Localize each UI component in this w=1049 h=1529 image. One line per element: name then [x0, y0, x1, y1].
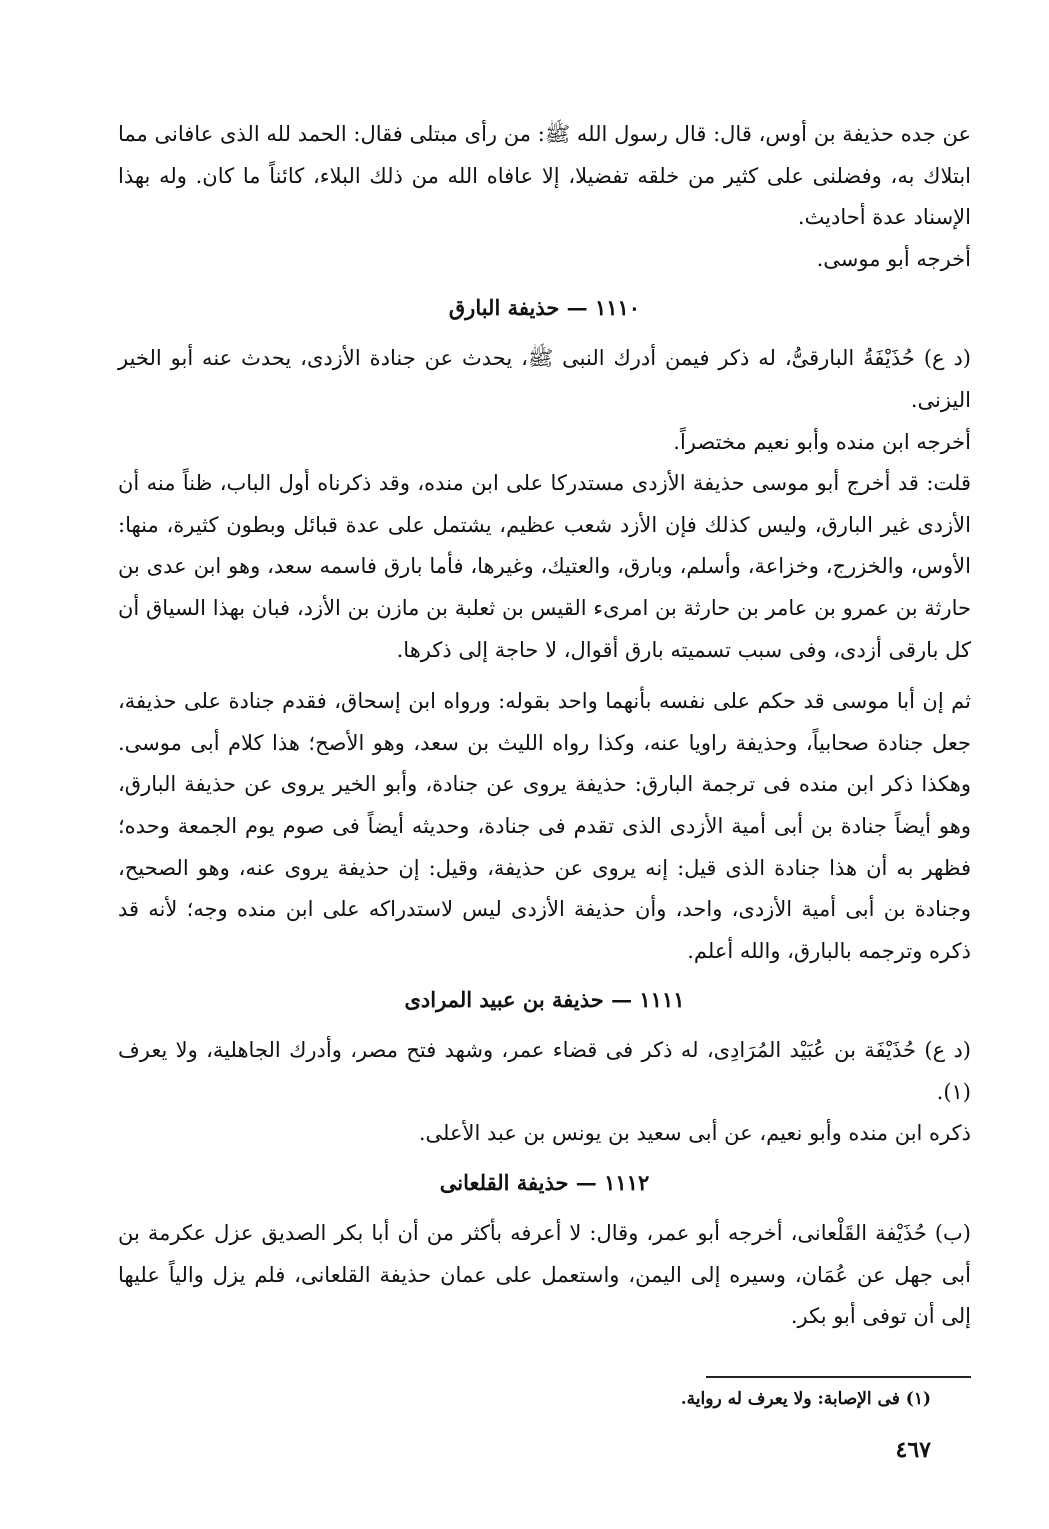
page-number: ٤٦٧ [895, 1437, 931, 1463]
footnote-divider [706, 1376, 971, 1378]
entry-1110-note-1: قلت: قد أخرج أبو موسى حذيفة الأزدى مستدركا على ابن منده، وقد ذكرناه أول الباب، ظناً منه أن الأزدى غير البارق، وليس كذلك فإن الأزد شعب عظيم، يشتمل على عدة قبائل وبطون كثيرة، منها: الأوس، والخزرج، وخزاعة، وأسلم، وبارق، والعتيك، وغيرها، فأما بارق فاسمه سعد، وهو ابن عدى بن حارثة بن عمرو بن عامر بن حارثة بن امرىء القيس بن ثعلبة بن مازن بن الأزد، فبان بهذا السياق أن كل بارقى أزدى، وفى سبب تسميته بارق أقوال، لا حاجة إلى ذكرها. [118, 471, 971, 662]
intro-source: أخرجه أبو موسى. [816, 246, 971, 271]
entry-1111-source: ذكره ابن منده وأبو نعيم، عن أبى سعيد بن يونس بن عبد الأعلى. [418, 1121, 971, 1146]
entry-1112-heading: ١١١٢ — حذيفة القلعانى [439, 1170, 650, 1196]
entry-1110-body: (د ع) حُذَيْفَةُ البارقىُّ، له ذكر فيمن أدرك النبى ﷺ، يحدث عن جنادة الأزدى، يحدث عنه أبو الخير اليزنى. [118, 346, 971, 412]
entry-1110-note-2: ثم إن أبا موسى قد حكم على نفسه بأنهما واحد بقوله: ورواه ابن إسحاق، فقدم جنادة على حذيفة، جعل جنادة صحابياً، وحذيفة راويا عنه، وكذا رواه الليث بن سعد، وهو الأصح؛ هذا كلام أبى موسى. وهكذا ذكر ابن منده فى ترجمة البارق: حذيفة يروى عن جنادة، وأبو الخير يروى عن حذيفة البارق، وهو أيضاً جنادة بن أبى أمية الأزدى الذى تقدم فى جنادة، وحديثه أيضاً فى صوم يوم الجمعة وحده؛ فظهر به أن هذا جنادة الذى قيل: إنه يروى عن حذيفة، وقيل: إن حذيفة يروى عنه، وهو الصحيح، وجنادة بن أبى أمية الأزدى، واحد، وأن حذيفة الأزدى ليس لاستدراكه على ابن منده وجه؛ لأنه قد ذكره وترجمه بالبارق، والله أعلم. [118, 689, 971, 963]
intro-paragraph: عن جده حذيفة بن أوس، قال: قال رسول الله ﷺ: من رأى مبتلى فقال: الحمد لله الذى عافانى مما ابتلاك به، وفضلنى على كثير من خلقه تفضيلا، إلا عافاه الله من ذلك البلاء، كائناً ما كان. وله بهذا الإسناد عدة أحاديث. [118, 122, 972, 230]
footnote: (١) فى الإصابة: ولا يعرف له رواية. [680, 1389, 931, 1409]
entry-1110-source: أخرجه ابن منده وأبو نعيم مختصراً. [673, 429, 971, 454]
entry-1112-body: (ب) حُذَيْفة القَلْعانى، أخرجه أبو عمر، وقال: لا أعرفه بأكثر من أن أبا بكر الصديق عزل عكرمة بن أبى جهل عن عُمَان، وسيره إلى اليمن، واستعمل على عمان حذيفة القلعانى، فلم يزل والياً عليها إلى أن توفى أبو بكر. [118, 1221, 971, 1329]
entry-1111-heading: ١١١١ — حذيفة بن عبيد المرادى [404, 987, 685, 1013]
entry-1110-heading: ١١١٠ — حذيفة البارق [448, 295, 641, 321]
entry-1111-body: (د ع) حُذَيْفَة بن عُبَيْد المُرَادِى، له ذكر فى قضاء عمر، وشهد فتح مصر، وأدرك الجاهلية، ولا يعرف (١). [118, 1038, 971, 1104]
